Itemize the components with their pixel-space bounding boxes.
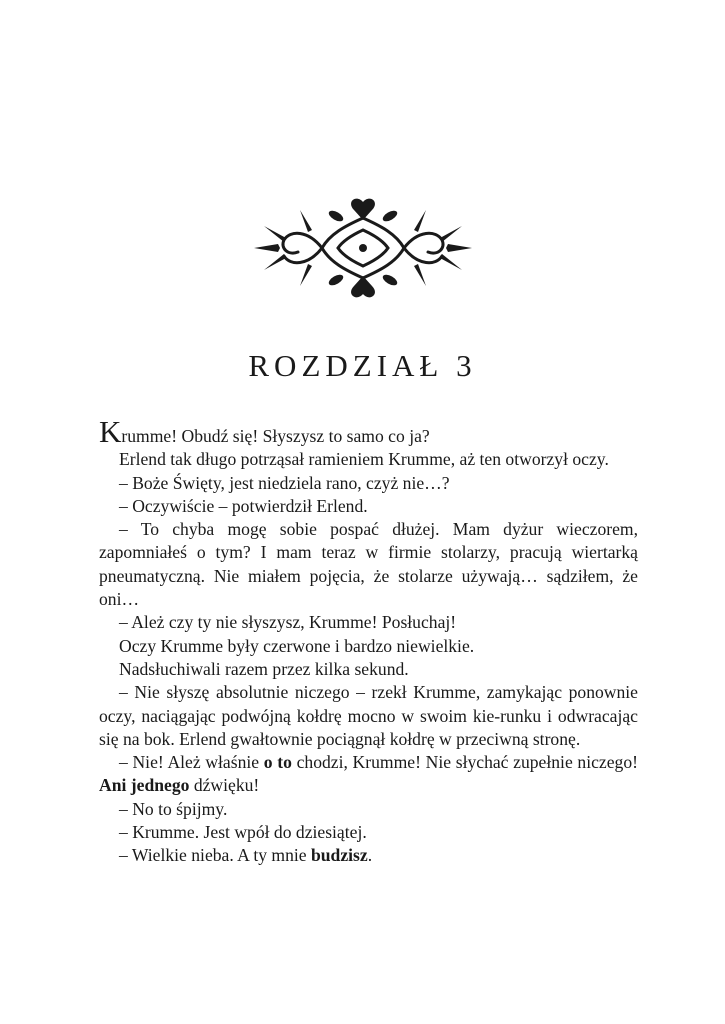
paragraph: – Wielkie nieba. A ty mnie budzisz.	[119, 845, 373, 866]
paragraph: Nadsłuchiwali razem przez kilka sekund.	[119, 658, 409, 679]
paragraph: – No to śpijmy.	[119, 798, 228, 819]
paragraph: – Nie! Ależ właśnie o to chodzi, Krumme! Nie słychać zupełnie niczego! Ani jednego dźwięku!	[99, 752, 638, 796]
emphasis: o to	[263, 752, 292, 773]
paragraph: – To chyba mogę sobie pospać dłużej. Mam dyżur wieczorem, zapomniałeś o tym? I mam teraz w firmie stolarzy, pracują wiertarką pneumatyczną. Nie miałem pojęcia, że stolarze używają… sądziłem, że oni…	[99, 519, 638, 610]
paragraph: – Nie słyszę absolutnie niczego – rzekł Krumme, zamykając ponownie oczy, naciągając podwójną kołdrę mocno w swoim kie-runku i odwracając się na bok. Erlend gwałtownie pociągnął kołdrę w przeciwną stronę.	[99, 682, 638, 749]
paragraph: Erlend tak długo potrząsał ramieniem Krumme, aż ten otworzył oczy.	[119, 449, 609, 470]
paragraph: – Boże Święty, jest niedziela rano, czyż nie…?	[119, 472, 450, 493]
chapter-title: ROZDZIAŁ 3	[248, 348, 477, 383]
paragraph: Oczy Krumme były czerwone i bardzo niewielkie.	[119, 635, 475, 656]
chapter-body	[99, 414, 638, 868]
paragraph: – Ależ czy ty nie słyszysz, Krumme! Posłuchaj!	[119, 612, 457, 633]
floral-ornament-icon	[250, 196, 476, 300]
paragraph: Krumme! Obudź się! Słyszysz to samo co ja?	[99, 414, 430, 449]
emphasis: Ani jednego	[99, 775, 190, 796]
paragraph: – Krumme. Jest wpół do dziesiątej.	[119, 822, 367, 843]
paragraph: – Oczywiście – potwierdził Erlend.	[119, 495, 368, 516]
initial-letter: K	[99, 414, 122, 449]
emphasis: budzisz	[310, 845, 368, 866]
